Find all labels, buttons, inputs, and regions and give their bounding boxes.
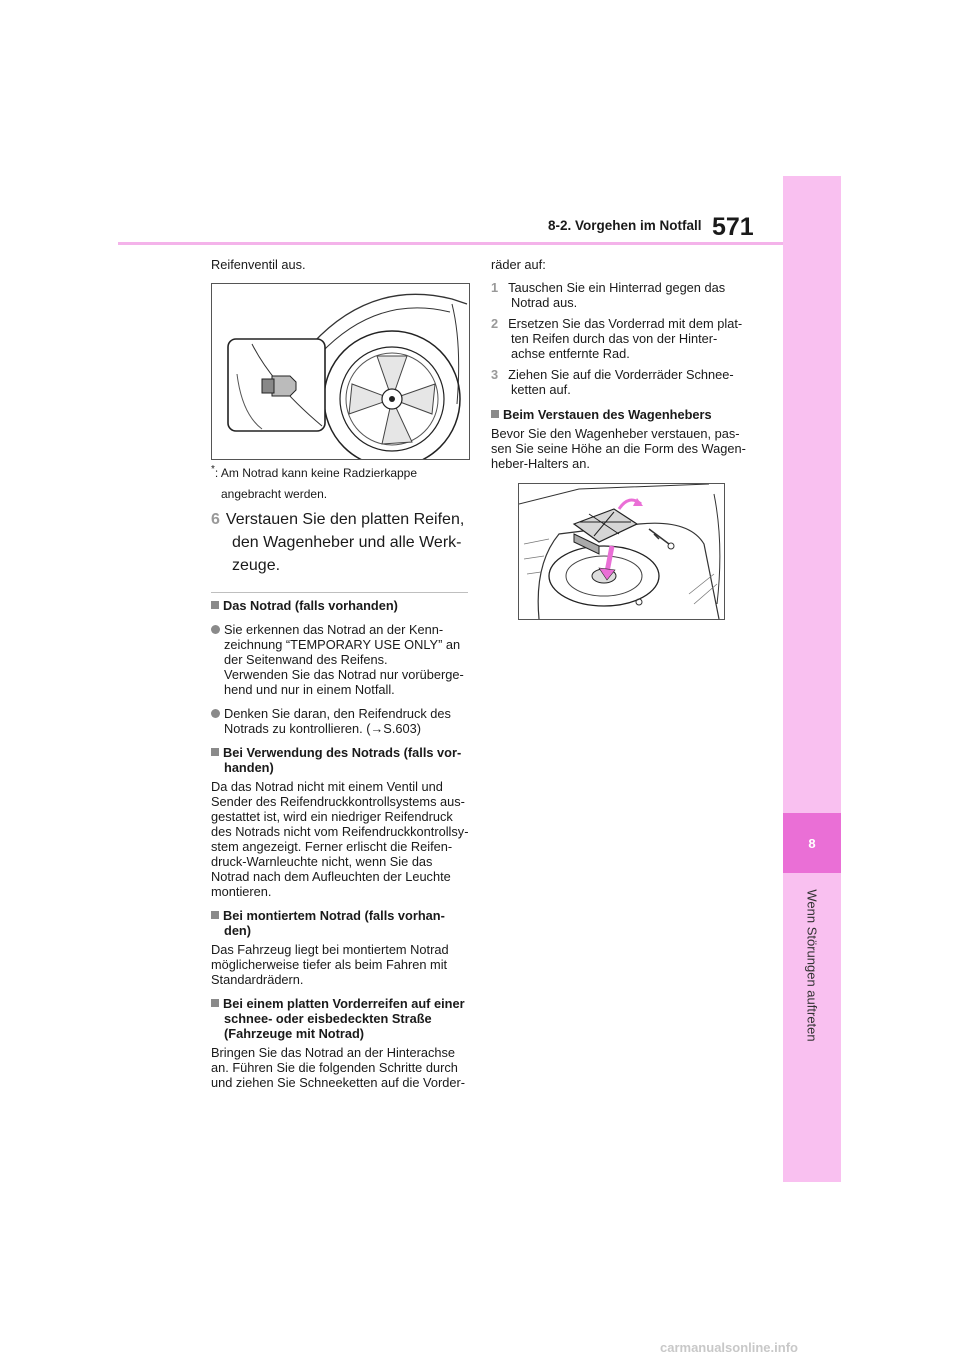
square-bullet-icon bbox=[211, 748, 219, 756]
chapter-number: 8 bbox=[783, 813, 841, 873]
chapter-title-text: Wenn Störungen auftreten bbox=[804, 888, 820, 1042]
bullet-text: zeichnung “TEMPORARY USE ONLY” an bbox=[224, 637, 461, 652]
footnote-line: angebracht werden. bbox=[221, 487, 328, 501]
round-bullet-icon bbox=[211, 709, 220, 718]
paragraph-line: Bevor Sie den Wagenheber verstauen, pas- bbox=[491, 426, 740, 441]
bullet-text: Sie erkennen das Notrad an der Kenn- bbox=[224, 622, 444, 637]
paragraph-line: und ziehen Sie Schneeketten auf die Vorder- bbox=[211, 1075, 465, 1090]
note-heading: Bei einem platten Vorderreifen auf einer bbox=[223, 996, 465, 1011]
section-divider bbox=[211, 592, 468, 593]
step-text: Verstauen Sie den platten Reifen, bbox=[225, 511, 465, 528]
step-text: Tauschen Sie ein Hinterrad gegen das bbox=[508, 280, 726, 295]
note-paragraph bbox=[211, 1045, 471, 1090]
paragraph-line: räder auf: bbox=[491, 257, 546, 272]
paragraph-line: möglicherweise tiefer als beim Fahren mit bbox=[211, 957, 448, 972]
note-heading: den) bbox=[224, 923, 252, 938]
bullet-text: der Seitenwand des Reifens. bbox=[224, 652, 388, 667]
page-number: 571 bbox=[712, 213, 754, 241]
note-heading: handen) bbox=[224, 760, 274, 775]
square-bullet-icon bbox=[211, 601, 219, 609]
step-text: den Wagenheber und alle Werk- bbox=[232, 534, 462, 551]
footnote-marker: * bbox=[211, 464, 215, 475]
square-bullet-icon bbox=[211, 911, 219, 919]
step-6 bbox=[211, 508, 464, 577]
valve-illustration bbox=[211, 283, 470, 460]
step-text: Ersetzen Sie das Vorderrad mit dem plat- bbox=[508, 316, 743, 331]
note-heading: Beim Verstauen des Wagenhebers bbox=[503, 407, 712, 422]
step-text: ketten auf. bbox=[511, 382, 571, 397]
bullet-text: Notrads zu kontrollieren. (→S.603) bbox=[224, 721, 422, 736]
paragraph-line: Notrad nach dem Aufleuchten der Leuchte bbox=[211, 869, 451, 884]
note-heading: schnee- oder eisbedeckten Straße bbox=[224, 1011, 432, 1026]
paragraph-line: sen Sie seine Höhe an die Form des Wagen- bbox=[491, 441, 746, 456]
square-bullet-icon bbox=[491, 410, 499, 418]
intro-text: Reifenventil aus. bbox=[211, 257, 306, 272]
round-bullet-icon bbox=[211, 625, 220, 634]
paragraph-line: gestattet ist, wird ein niedriger Reifendruck bbox=[211, 809, 453, 824]
step-number: 3 bbox=[491, 367, 499, 382]
bullet-text: hend und nur in einem Notfall. bbox=[224, 682, 395, 697]
note-paragraph bbox=[491, 426, 756, 471]
paragraph-line: Standardrädern. bbox=[211, 972, 304, 987]
paragraph-line: druck-Warnleuchte nicht, wenn Sie das bbox=[211, 854, 433, 869]
paragraph-line: an. Führen Sie die folgenden Schritte durch bbox=[211, 1060, 458, 1075]
note-heading: Bei montiertem Notrad (falls vorhan- bbox=[223, 908, 445, 923]
notes-left bbox=[211, 598, 471, 1090]
header-rule bbox=[118, 242, 783, 245]
paragraph-line: Das Fahrzeug liegt bei montiertem Notrad bbox=[211, 942, 449, 957]
footnote-line: : Am Notrad kann keine Radzierkappe bbox=[214, 466, 418, 480]
step-text: Ziehen Sie auf die Vorderräder Schnee- bbox=[508, 367, 734, 382]
note-heading: Bei Verwendung des Notrads (falls vor- bbox=[223, 745, 462, 760]
chapter-title bbox=[783, 880, 841, 1050]
note-paragraph bbox=[211, 779, 471, 899]
paragraph-line: stem angezeigt. Ferner erlischt die Reifen- bbox=[211, 839, 453, 854]
step-number: 1 bbox=[491, 280, 499, 295]
step-number: 2 bbox=[491, 316, 499, 331]
paragraph-line: heber-Halters an. bbox=[491, 456, 590, 471]
step-text: Notrad aus. bbox=[511, 295, 578, 310]
bullet-text: Denken Sie daran, den Reifendruck des bbox=[224, 706, 451, 721]
paragraph-line: Da das Notrad nicht mit einem Ventil und bbox=[211, 779, 443, 794]
note-heading: Das Notrad (falls vorhanden) bbox=[223, 598, 398, 613]
footnote bbox=[211, 462, 417, 502]
jack-stowage-illustration bbox=[518, 483, 725, 620]
paragraph-line: Bringen Sie das Notrad an der Hinterachse bbox=[211, 1045, 455, 1060]
step-number: 6 bbox=[211, 511, 220, 528]
square-bullet-icon bbox=[211, 999, 219, 1007]
bullet-text: Verwenden Sie das Notrad nur vorüberge- bbox=[224, 667, 464, 682]
watermark: carmanualsonline.info bbox=[660, 1340, 798, 1355]
notes-right bbox=[491, 257, 756, 471]
paragraph-line: des Notrads nicht vom Reifendruckkontrollsy- bbox=[211, 824, 469, 839]
note-heading: (Fahrzeuge mit Notrad) bbox=[224, 1026, 365, 1041]
step-text: zeuge. bbox=[232, 557, 281, 574]
step-text: ten Reifen durch das von der Hinter- bbox=[511, 331, 718, 346]
paragraph-line: montieren. bbox=[211, 884, 272, 899]
paragraph-line: Sender des Reifendruckkontrollsystems aus- bbox=[211, 794, 465, 809]
step-text: achse entfernte Rad. bbox=[511, 346, 630, 361]
note-paragraph bbox=[211, 942, 471, 987]
section-title: 8-2. Vorgehen im Notfall bbox=[548, 218, 702, 233]
